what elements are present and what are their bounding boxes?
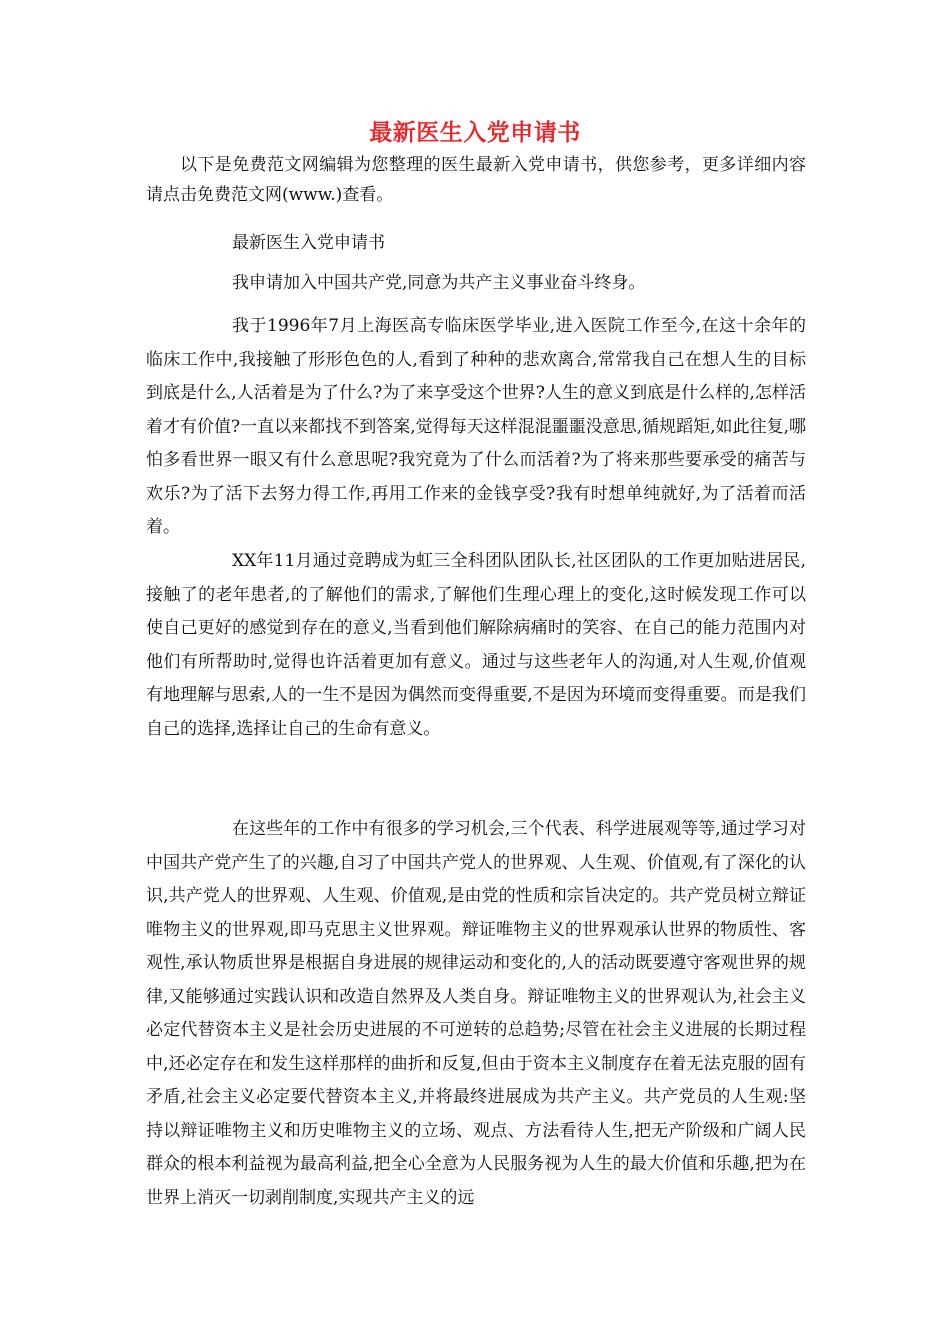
document-title: 最新医生入党申请书 (369, 120, 581, 146)
paragraph-2: 我于1996年7月上海医高专临床医学毕业,进入医院工作至今,在这十余年的临床工作中,我接触了形形色色的人,看到了种种的悲欢离合,常常我自己在想人生的目标到底是什么,人活着是为了什么?为了来享受这个世界?人生的意义到底是什么样的,怎样活着才有价值?一直以来都找不到答案,觉得每天这样混混噩噩没意思,循规蹈矩,如此往复,哪怕多看世界一眼又有什么意思呢?我究竟为了什么而活着?为了将来那些要承受的痛苦与欢乐?为了活下去努力得工作,再用工作来的金钱享受?我有时想单纯就好,为了活着而活着。 (146, 316, 806, 537)
paragraph-4: 在这些年的工作中有很多的学习机会,三个代表、科学进展观等等,通过学习对中国共产党产生了的兴趣,自习了中国共产党人的世界观、人生观、价值观,有了深化的认识,共产党人的世界观、人生观、价值观,是由党的性质和宗旨决定的。共产党员树立辩证唯物主义的世界观,即马克思主义世界观。辩证唯物主义的世界观承认世界的物质性、客观性,承认物质世界是根据自身进展的规律运动和变化的,人的活动既要遵守客观世界的规律,又能够通过实践认识和改造自然界及人类自身。辩证唯物主义的世界观认为,社会主义必定代替资本主义是社会历史进展的不可逆转的总趋势;尽管在社会主义进展的长期过程中,还必定存在和发生这样那样的曲折和反复,但由于资本主义制度存在着无法克服的固有矛盾,社会主义必定要代替资本主义,并将最终进展成为共产主义。共产党员的人生观:坚持以辩证唯物主义和历史唯物主义的立场、观点、方法看待人生,把无产阶级和广阔人民群众的根本利益视为最高利益,把全心全意为人民服务视为人生的最大价值和乐趣,把为在世界上消灭一切剥削制度,实现共产主义的远 (146, 819, 806, 1208)
document-subtitle: 最新医生入党申请书 (232, 233, 385, 253)
intro-paragraph: 以下是免费范文网编辑为您整理的医生最新入党申请书，供您参考，更多详细内容请点击免费范文网(www.)查看。 (146, 155, 806, 205)
paragraph-3: XX年11月通过竞聘成为虹三全科团队团队长,社区团队的工作更加贴进居民,接触了的老年患者,的了解他们的需求,了解他们生理心理上的变化,这时候发现工作可以使自己更好的感觉到存在的意义,当看到他们解除病痛时的笑容、在自己的能力范围内对他们有所帮助时,觉得也许活着更加有意义。通过与这些老年人的沟通,对人生观,价值观有地理解与思索,人的一生不是因为偶然而变得重要,不是因为环境而变得重要。而是我们自己的选择,选择让自己的生命有意义。 (146, 551, 806, 739)
paragraph-1: 我申请加入中国共产党,同意为共产主义事业奋斗终身。 (232, 273, 646, 293)
